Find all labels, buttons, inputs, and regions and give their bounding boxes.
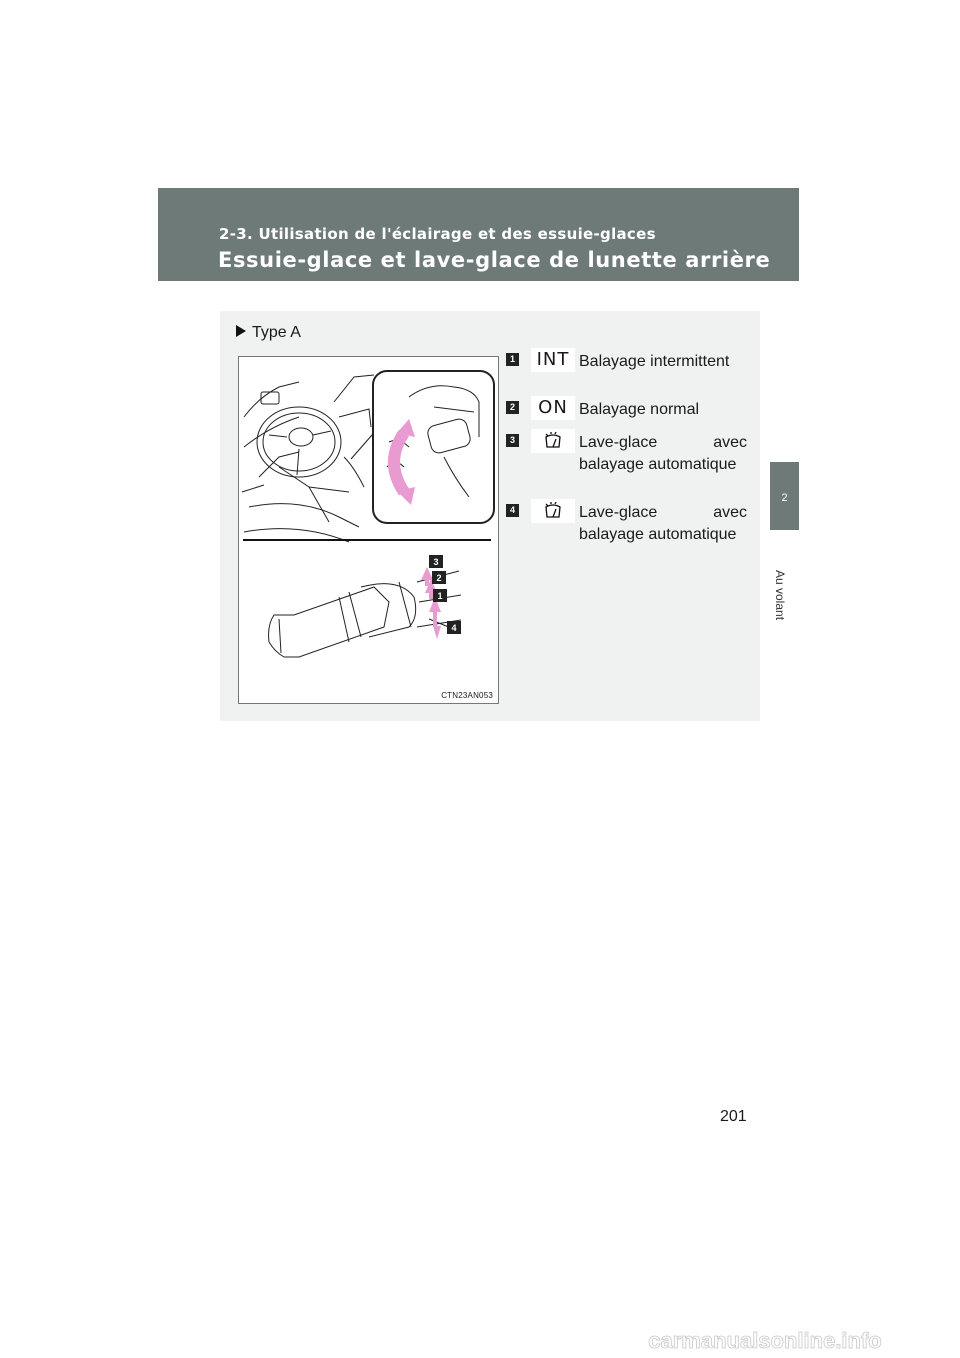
item-number: 4 — [506, 504, 519, 517]
illustration-drawing — [239, 357, 498, 703]
item-number: 3 — [506, 434, 519, 447]
page-number: 201 — [720, 1108, 747, 1125]
watermark-text: carmanualsonline.info — [648, 1328, 882, 1353]
rear-washer-icon — [531, 429, 575, 453]
callout-2: 2 — [436, 573, 442, 583]
callout-3: 3 — [433, 557, 439, 567]
wiper-lever-illustration — [238, 356, 499, 704]
page-header — [158, 188, 799, 281]
type-label — [236, 324, 301, 342]
rear-washer-icon — [531, 499, 575, 523]
item-description: Balayage normal — [579, 401, 700, 418]
triangle-bullet-icon — [236, 325, 246, 337]
int-symbol: INT — [531, 348, 575, 372]
watermark-logo — [606, 1322, 924, 1358]
callout-1: 1 — [437, 591, 443, 601]
content-panel — [220, 311, 760, 721]
type-label-text: Type A — [252, 324, 301, 341]
item-number: 1 — [506, 353, 519, 366]
chapter-number: 2 — [781, 492, 788, 504]
page-title: Essuie-glace et lave-glace de lunette arrière — [218, 248, 771, 272]
callout-4: 4 — [451, 623, 457, 633]
chapter-label: Au volant — [773, 570, 787, 621]
item-description: Balayage intermittent — [579, 353, 730, 370]
item-description: Lave-glace avec balayage automatique — [579, 434, 747, 473]
illustration-code: CTN23AN053 — [441, 691, 493, 700]
chapter-tab — [770, 462, 799, 530]
section-heading: 2-3. Utilisation de l'éclairage et des essuie-glaces — [219, 225, 656, 243]
item-description: Lave-glace avec balayage automatique — [579, 504, 747, 543]
item-number: 2 — [506, 401, 519, 414]
on-symbol: ON — [531, 396, 575, 420]
